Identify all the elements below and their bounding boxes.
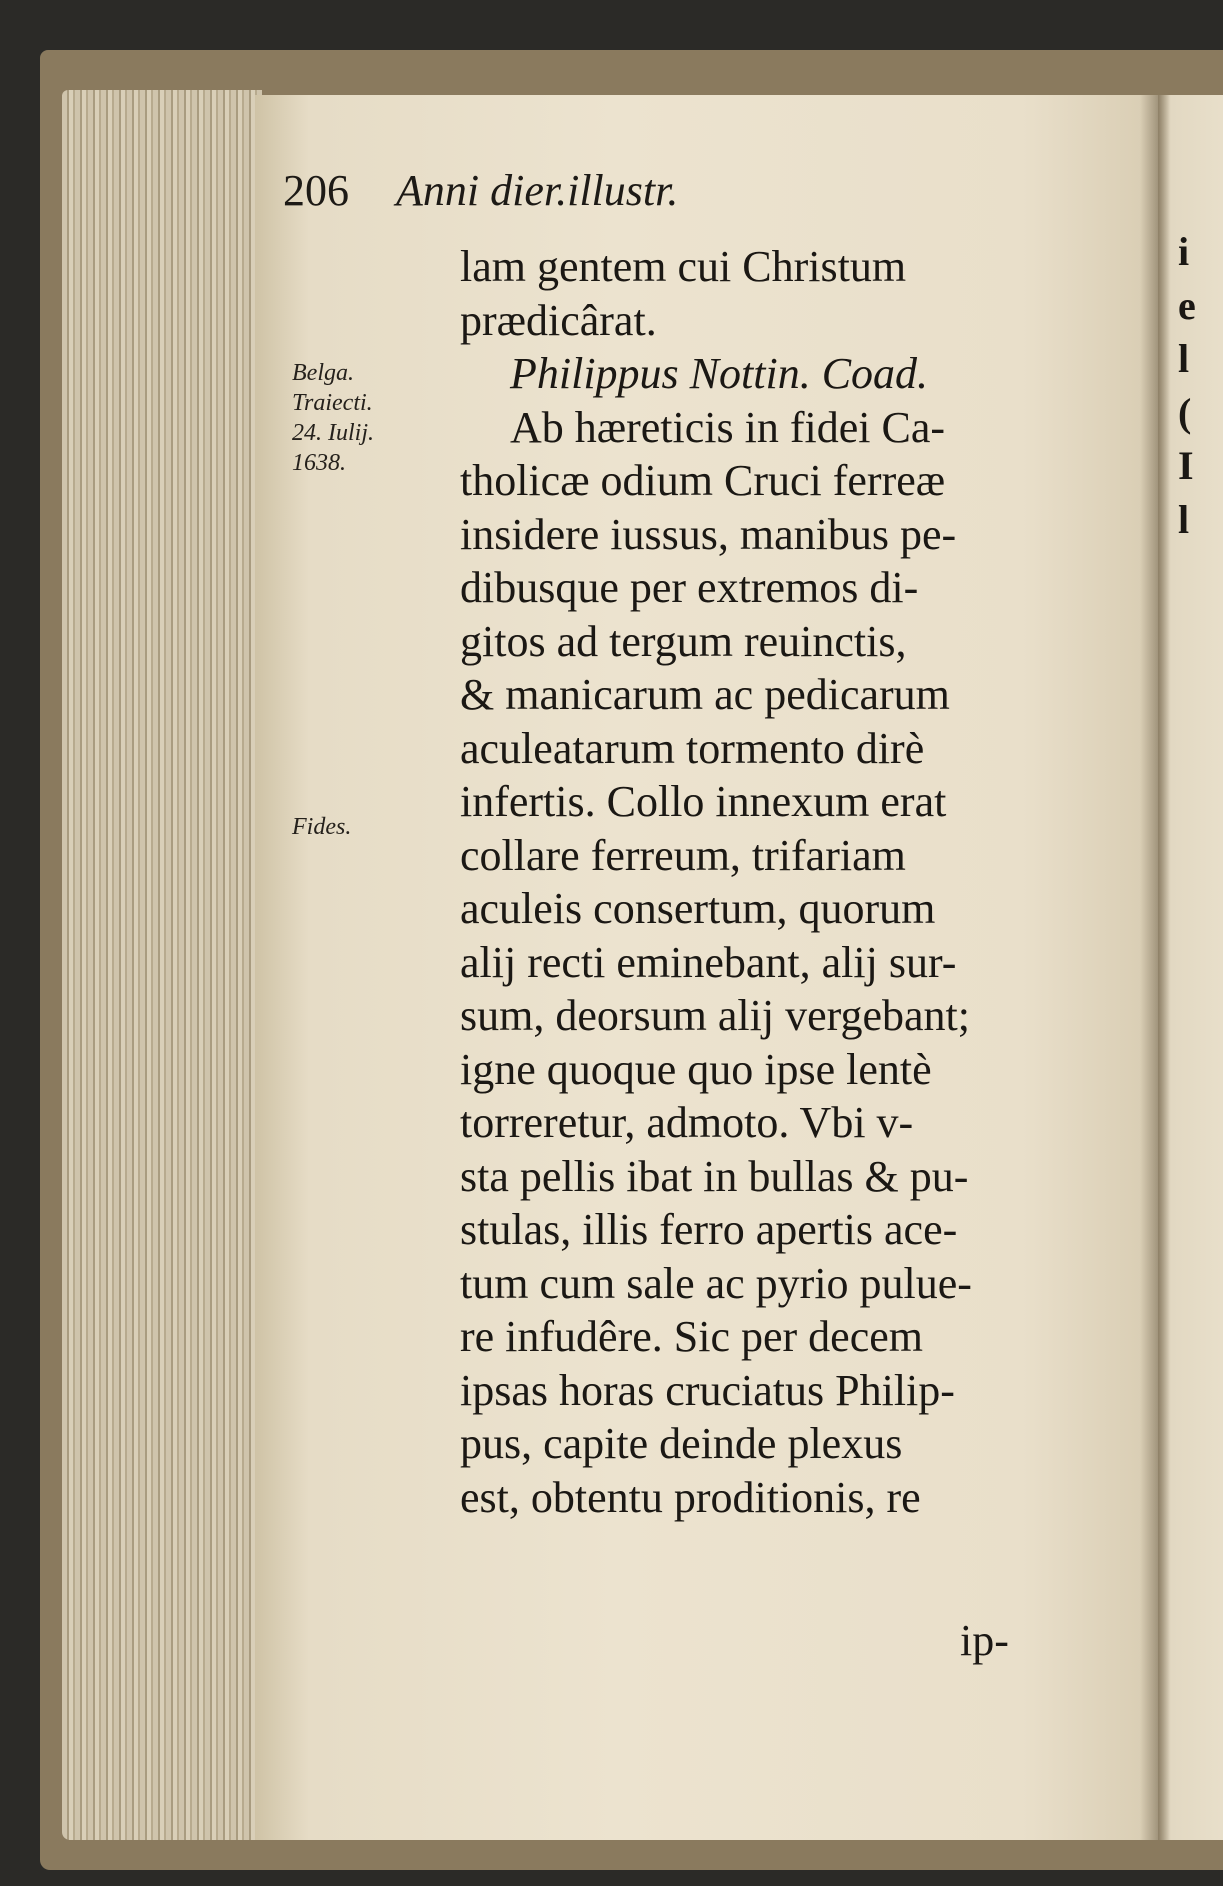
margin-note-date: 24. Iulij.	[292, 420, 374, 446]
catchword: ip-	[960, 1616, 1009, 1665]
text-line: dibusque per extremos di-	[460, 563, 919, 612]
text-line: est, obtentu proditionis, re	[460, 1472, 921, 1522]
edge-glyph: l	[1178, 336, 1190, 381]
text-line: aculeis consertum, quorum	[460, 884, 936, 933]
text-line: ipsas horas cruciatus Philip-	[460, 1365, 955, 1415]
page-header	[283, 165, 1033, 216]
margin-note-fides: Fides.	[292, 814, 352, 840]
text-line: alij recti eminebant, alij sur-	[460, 937, 957, 987]
text-line: gitos ad tergum reuinctis,	[460, 616, 907, 666]
text-line: torreretur, admoto. Vbi v-	[460, 1098, 914, 1147]
facing-page-edge-text	[1178, 225, 1208, 546]
text-line: infertis. Collo innexum erat	[460, 777, 947, 826]
text-line: stulas, illis ferro apertis ace-	[460, 1205, 958, 1254]
body-text	[460, 240, 1100, 1524]
section-heading: Philippus Nottin. Coad.	[510, 349, 929, 398]
edge-glyph: i	[1178, 229, 1190, 274]
margin-note-belga: Belga.	[292, 360, 354, 386]
text-line: igne quoque quo ipse lentè	[460, 1044, 932, 1094]
text-line: Ab hæreticis in fidei Ca-	[510, 402, 946, 452]
text-line: insidere iussus, manibus pe-	[460, 509, 957, 559]
running-head: Anni dier.illustr.	[396, 166, 679, 215]
text-line: & manicarum ac pedicarum	[460, 670, 950, 719]
text-line: sta pellis ibat in bullas & pu-	[460, 1151, 969, 1201]
edge-glyph: e	[1178, 282, 1196, 328]
text-line: aculeatarum tormento dirè	[460, 723, 925, 773]
text-line: collare ferreum, trifariam	[460, 830, 906, 880]
edge-glyph: l	[1178, 496, 1190, 542]
margin-note-year: 1638.	[292, 450, 346, 476]
text-line: sum, deorsum alij vergebant;	[460, 991, 970, 1040]
text-line: tholicæ odium Cruci ferreæ	[460, 456, 946, 505]
edge-glyph: I	[1178, 443, 1194, 488]
edge-glyph: (	[1178, 389, 1192, 435]
text-line: re infudêre. Sic per decem	[460, 1312, 923, 1361]
text-line: pus, capite deinde plexus	[460, 1419, 903, 1468]
page-number: 206	[283, 166, 349, 215]
gutter-shadow	[1140, 95, 1170, 1840]
margin-note-place: Traiecti.	[292, 390, 373, 416]
text-line: tum cum sale ac pyrio pulue-	[460, 1258, 972, 1308]
text-line: prædicârat.	[460, 295, 657, 345]
page-stack-edges	[62, 90, 262, 1840]
text-line: lam gentem cui Christum	[460, 242, 907, 291]
